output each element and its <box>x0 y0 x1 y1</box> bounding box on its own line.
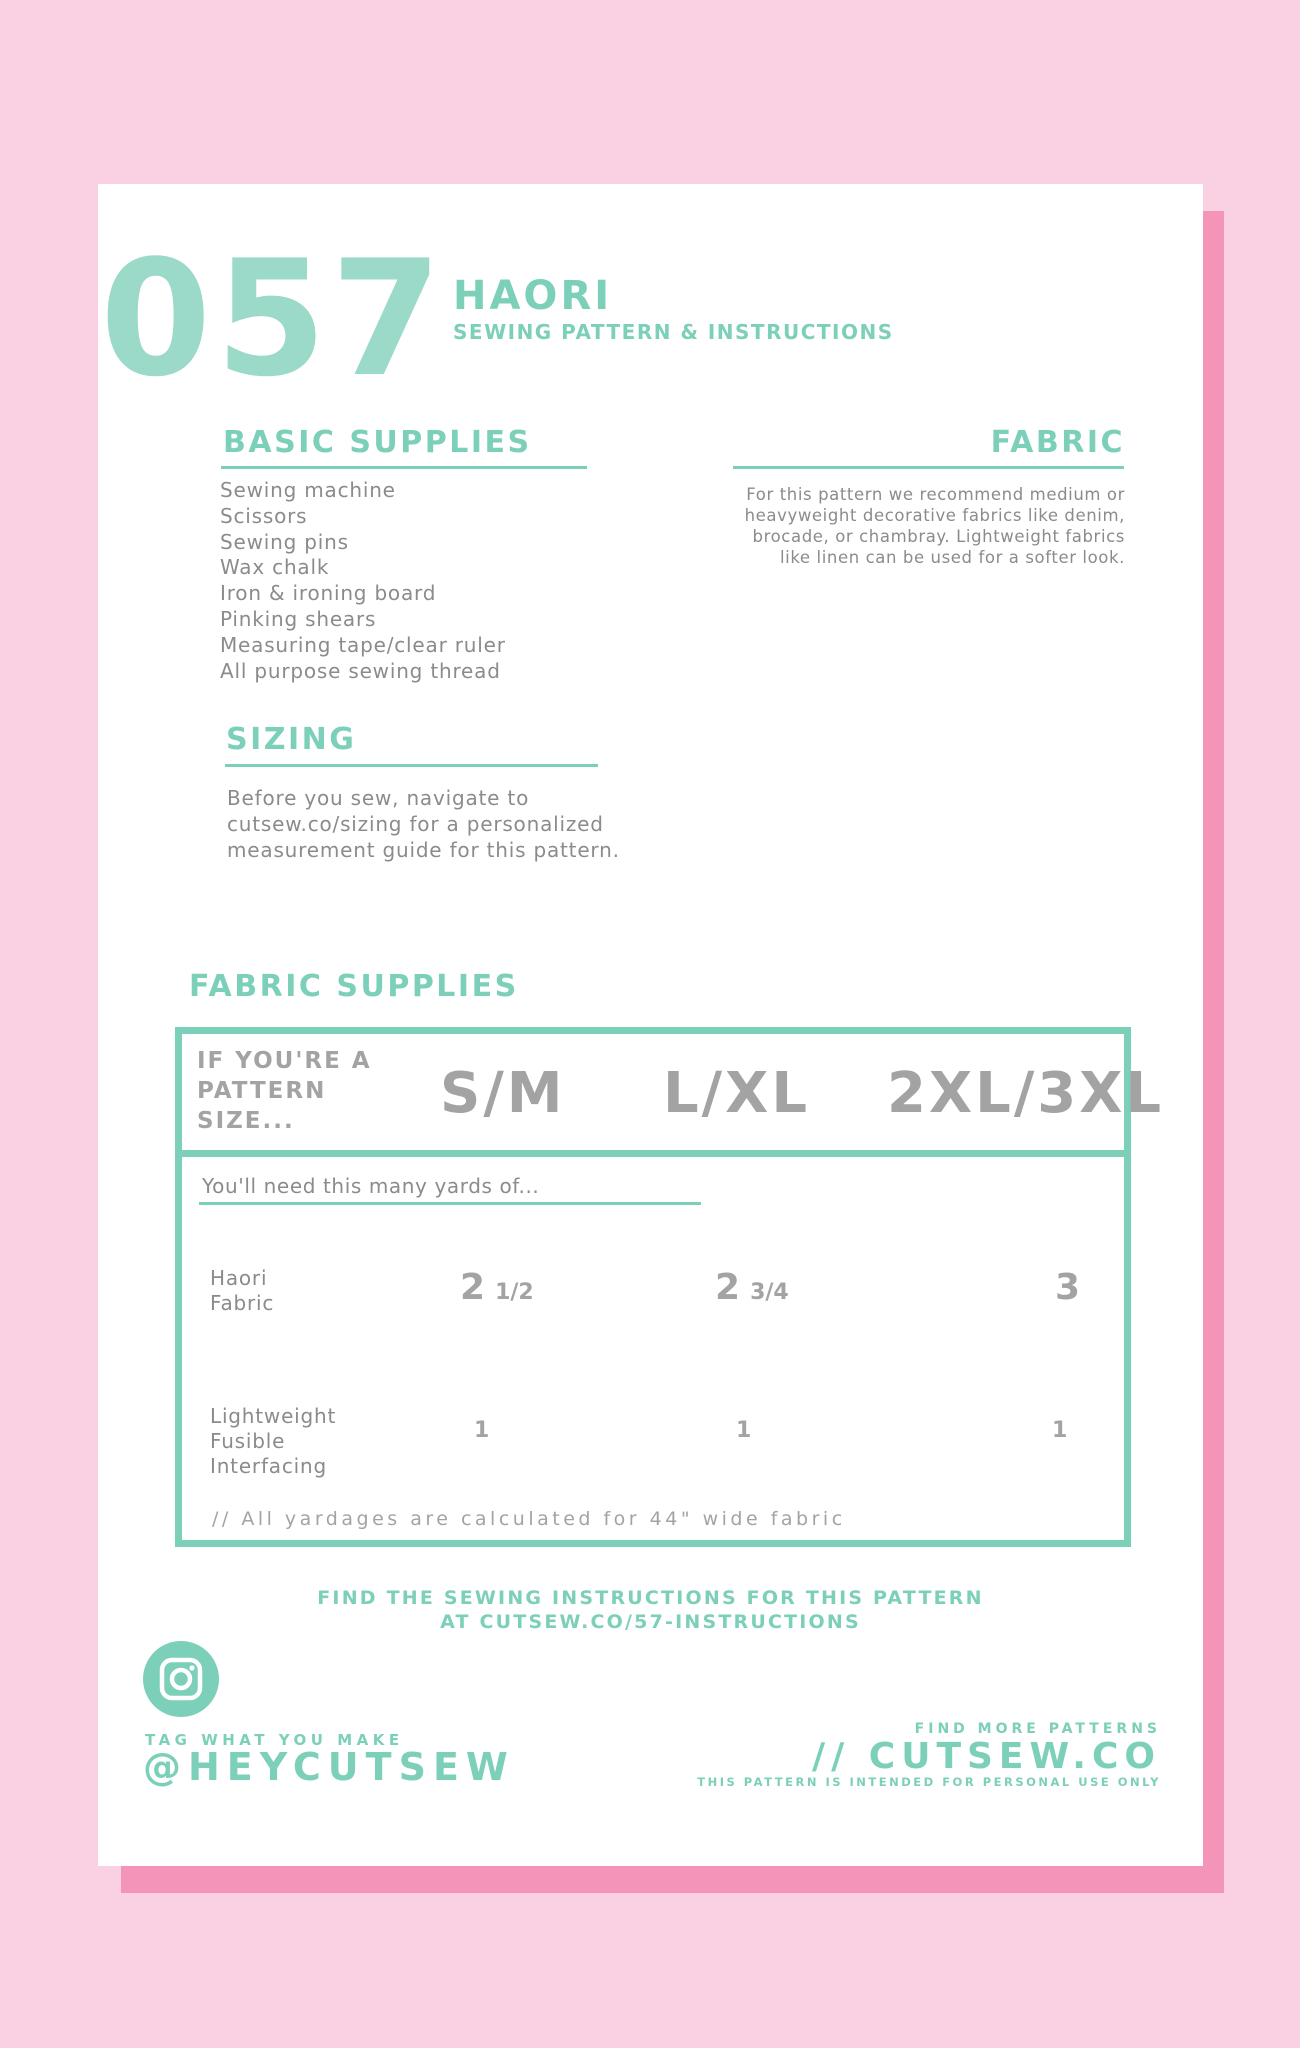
yards-fraction: 1/2 <box>495 1280 534 1305</box>
fabric-rule <box>733 466 1124 469</box>
size-sm: S/M <box>440 1061 566 1126</box>
fabric-supplies-table <box>175 1027 1165 1547</box>
list-item: Wax chalk <box>220 555 330 580</box>
pattern-sheet <box>98 184 1203 1866</box>
row-label-interfacing <box>210 1404 336 1479</box>
instagram-icon[interactable] <box>143 1641 219 1717</box>
pattern-number: 057 <box>100 225 446 412</box>
yards-needed-rule <box>199 1202 701 1205</box>
row-label-line: Haori <box>210 1266 268 1290</box>
interfacing-lxl-yards: 1 <box>736 1418 752 1443</box>
list-item: Scissors <box>220 503 308 528</box>
size-lxl: L/XL <box>663 1061 810 1126</box>
yards-needed-label: You'll need this many yards of... <box>202 1174 540 1198</box>
basic-supplies-heading: BASIC SUPPLIES <box>223 425 532 460</box>
fabric-recommendation: For this pattern we recommend medium or heavyweight decorative fabrics like denim, brocade, or chambray. Lightweight fabrics like linen can be used for a softer look. <box>744 485 1125 567</box>
sizing-text: Before you sew, navigate to cutsew.co/sizing for a personalized measurement guide for this pattern. <box>227 786 620 862</box>
yards-fraction: 3/4 <box>750 1280 789 1305</box>
yards-whole: 2 <box>460 1267 486 1308</box>
fabric-heading: FABRIC <box>990 425 1125 460</box>
haori-fabric-lxl-yards <box>715 1267 789 1308</box>
instagram-glyph <box>143 1641 219 1717</box>
list-item: All purpose sewing thread <box>220 658 501 683</box>
size-2xl3xl: 2XL/3XL <box>887 1061 1165 1126</box>
row-label-line: Fabric <box>210 1291 275 1315</box>
personal-use-note: THIS PATTERN IS INTENDED FOR PERSONAL USE ONLY <box>697 1775 1161 1789</box>
interfacing-sm-yards: 1 <box>474 1418 490 1443</box>
haori-fabric-2xl3xl-yards <box>1055 1267 1081 1308</box>
sizing-rule <box>225 764 598 767</box>
size-header-label: IF YOU'RE A PATTERN SIZE... <box>197 1048 372 1134</box>
basic-supplies-list <box>220 478 506 684</box>
fabric-supplies-heading: FABRIC SUPPLIES <box>189 969 519 1004</box>
row-label-haori-fabric <box>210 1266 274 1316</box>
site-link[interactable]: // CUTSEW.CO <box>811 1736 1161 1777</box>
yardage-footnote: // All yardages are calculated for 44" wide fabric <box>212 1508 846 1530</box>
find-more-patterns: FIND MORE PATTERNS <box>914 1721 1161 1737</box>
yards-whole: 2 <box>715 1267 741 1308</box>
pattern-subtitle: SEWING PATTERN & INSTRUCTIONS <box>453 320 894 344</box>
list-item: Measuring tape/clear ruler <box>220 632 506 657</box>
row-label-line: Interfacing <box>210 1454 327 1478</box>
sizing-heading: SIZING <box>226 722 357 757</box>
list-item: Sewing machine <box>220 478 396 502</box>
pattern-title: HAORI <box>453 273 613 319</box>
list-item: Sewing pins <box>220 529 349 554</box>
instructions-link[interactable]: AT CUTSEW.CO/57-INSTRUCTIONS <box>440 1611 861 1633</box>
tag-line: TAG WHAT YOU MAKE <box>145 1731 404 1749</box>
yards-whole: 3 <box>1055 1267 1081 1308</box>
list-item: Pinking shears <box>220 606 377 631</box>
haori-fabric-sm-yards <box>460 1267 534 1308</box>
table-divider <box>182 1150 1124 1157</box>
social-handle[interactable]: @HEYCUTSEW <box>143 1745 515 1789</box>
instructions-line: FIND THE SEWING INSTRUCTIONS FOR THIS PATTERN <box>317 1587 984 1609</box>
list-item: Iron & ironing board <box>220 581 437 606</box>
row-label-line: Lightweight <box>210 1404 337 1428</box>
row-label-line: Fusible <box>210 1429 286 1453</box>
basic-supplies-rule <box>221 466 587 469</box>
interfacing-2xl3xl-yards: 1 <box>1052 1418 1068 1443</box>
instructions-note <box>98 1586 1203 1634</box>
